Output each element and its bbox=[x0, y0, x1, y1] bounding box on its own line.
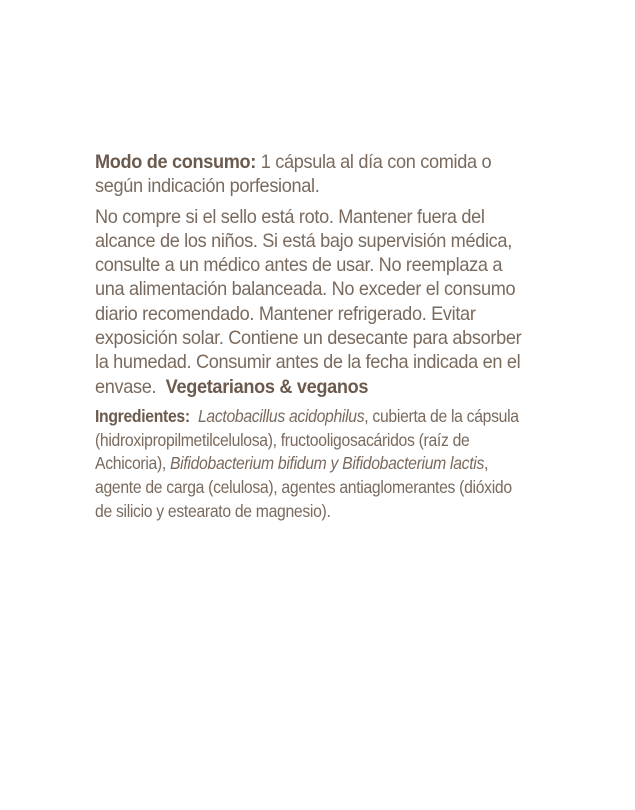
ingredient-lactis: Bifidobacterium lactis bbox=[342, 453, 485, 474]
ingredients-paragraph bbox=[95, 405, 525, 524]
usage-paragraph bbox=[95, 150, 525, 199]
product-label-text bbox=[95, 150, 525, 523]
ingredients-heading: Ingredientes: bbox=[95, 405, 190, 426]
ingredient-conjunction: y bbox=[326, 453, 343, 474]
usage-heading: Modo de consumo: bbox=[95, 151, 257, 173]
usage-text: 1 cápsula al día con comida o según indicación porfesional. bbox=[95, 151, 492, 198]
ingredient-bifidum: Bifidobacterium bifidum bbox=[169, 453, 327, 474]
ingredients-text-2: , agente de carga (celulosa), agentes antiaglomerantes (dióxido de silicio y estearato de magnesio). bbox=[95, 453, 512, 521]
diet-badge: Vegetarianos & veganos bbox=[165, 375, 369, 398]
ingredient-lactobacillus: Lactobacillus acidophilus bbox=[197, 405, 365, 426]
warnings-text: No compre si el sello está roto. Mantener fuera del alcance de los niños. Si está bajo supervisión médica, consulte a un médico antes de usar. No reemplaza a una alimentación balanceada. No exceder el consumo diario recomendado. Mantener refrigerado. Evitar exposición solar. Contiene un desecante para absorber la humedad. Consumir antes de la fecha indicada en el envase. bbox=[95, 205, 522, 398]
ingredients-text-1: , cubierta de la cápsula (hidroxipropilmetilcelulosa), fructooligosacáridos (raíz de Achicoria), bbox=[95, 405, 519, 474]
warnings-paragraph bbox=[95, 205, 525, 399]
